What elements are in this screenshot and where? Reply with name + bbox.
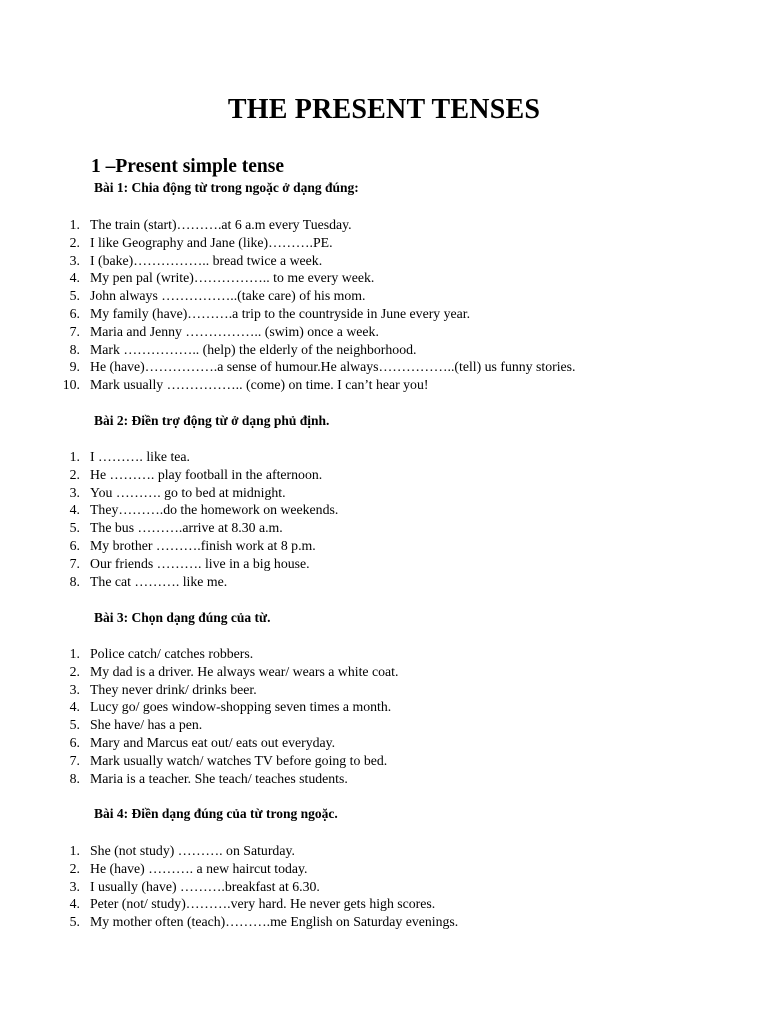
list-item [0,376,575,394]
list-item [0,770,398,788]
list-item [0,681,398,699]
item-number: 1. [69,217,80,232]
list-item [0,448,338,466]
item-number: 9. [69,359,80,375]
item-text: He ………. play football in the afternoon. [90,466,323,482]
item-text: I usually (have) ……….breakfast at 6.30. [90,878,320,894]
list-item [0,466,338,484]
list-item [0,269,575,287]
list-item [0,663,398,681]
item-number: 2. [69,466,80,482]
item-text: She (not study) ………. on Saturday. [90,843,295,858]
item-text: Peter (not/ study)……….very hard. He never gets high scores. [90,896,436,912]
item-text: I ………. like tea. [90,449,191,464]
exercise-1-heading: Bài 1: Chia động từ trong ngoặc ở dạng đúng: [94,180,359,195]
item-number: 5. [69,914,80,930]
item-number: 6. [69,305,80,321]
list-item [0,484,338,502]
exercise-2-list [0,448,338,590]
item-text: John always ……………..(take care) of his mom. [90,288,366,304]
item-number: 4. [69,699,80,715]
item-number: 5. [69,717,80,733]
list-item [0,573,338,591]
item-text: He (have)…………….a sense of humour.He always……………..(tell) us funny stories. [90,359,576,375]
item-text: He (have) ………. a new haircut today. [90,860,308,876]
item-text: Maria is a teacher. She teach/ teaches students. [90,770,348,786]
list-item [0,752,398,770]
item-number: 1. [69,449,80,464]
item-number: 4. [69,270,80,286]
item-number: 8. [69,770,80,786]
list-item [0,913,458,931]
item-number: 8. [69,573,80,589]
item-text: The bus ……….arrive at 8.30 a.m. [90,520,283,536]
document-title: THE PRESENT TENSES [227,94,541,125]
item-number: 3. [69,681,80,697]
item-number: 5. [69,520,80,536]
item-number: 7. [69,555,80,571]
item-number: 3. [69,484,80,500]
item-text: They……….do the homework on weekends. [90,502,339,518]
list-item [0,305,575,323]
section-title: 1 –Present simple tense [91,156,284,177]
item-text: Lucy go/ goes window-shopping seven times a month. [90,699,392,715]
item-text: I (bake)…………….. bread twice a week. [90,252,323,268]
item-number: 5. [69,288,80,304]
item-text: They never drink/ drinks beer. [90,681,257,697]
list-item [0,716,398,734]
item-number: 6. [69,537,80,553]
exercise-3-heading: Bài 3: Chọn dạng đúng của từ. [94,610,271,625]
item-number: 3. [69,252,80,268]
list-item [0,537,338,555]
item-number: 1. [69,646,80,661]
item-number: 2. [69,860,80,876]
exercise-1-list [0,216,575,394]
item-number: 7. [69,323,80,339]
item-text: Mark usually watch/ watches TV before going to bed. [90,752,388,768]
list-item [0,895,458,913]
item-text: My brother ……….finish work at 8 p.m. [90,537,316,553]
exercise-3-list [0,645,398,787]
list-item [0,323,575,341]
item-number: 4. [69,502,80,518]
item-number: 2. [69,663,80,679]
item-text: She have/ has a pen. [90,717,203,733]
item-number: 8. [69,341,80,357]
item-number: 3. [69,878,80,894]
item-text: Police catch/ catches robbers. [90,646,254,661]
item-number: 1. [69,843,80,858]
item-text: My dad is a driver. He always wear/ wears a white coat. [90,663,399,679]
list-item [0,645,398,663]
item-text: Mark …………….. (help) the elderly of the neighborhood. [90,341,417,357]
list-item [0,842,458,860]
item-text: I like Geography and Jane (like)……….PE. [90,234,333,250]
item-text: Our friends ………. live in a big house. [90,555,310,571]
list-item [0,287,575,305]
exercise-2-heading: Bài 2: Điền trợ động từ ở dạng phủ định. [94,413,330,428]
item-number: 10. [62,377,80,393]
item-text: Maria and Jenny …………….. (swim) once a week. [90,323,379,339]
item-text: Mary and Marcus eat out/ eats out everyday. [90,734,336,750]
item-number: 7. [69,752,80,768]
item-text: My mother often (teach)……….me English on Saturday evenings. [90,914,459,930]
list-item [0,252,575,270]
item-text: My family (have)……….a trip to the countryside in June every year. [90,305,471,321]
item-number: 4. [69,896,80,912]
item-number: 2. [69,234,80,250]
list-item [0,698,398,716]
item-text: My pen pal (write)…………….. to me every week. [90,270,375,286]
item-text: The cat ………. like me. [90,573,228,589]
list-item [0,501,338,519]
list-item [0,555,338,573]
exercise-4-list [0,842,458,931]
list-item [0,860,458,878]
list-item [0,734,398,752]
list-item [0,341,575,359]
item-text: Mark usually …………….. (come) on time. I can’t hear you! [90,377,429,393]
exercise-4-heading: Bài 4: Điền dạng đúng của từ trong ngoặc. [94,806,338,821]
item-number: 6. [69,734,80,750]
list-item [0,519,338,537]
item-text: You ………. go to bed at midnight. [90,484,286,500]
list-item [0,234,575,252]
item-text: The train (start)……….at 6 a.m every Tuesday. [90,217,352,232]
list-item [0,878,458,896]
list-item [0,358,575,376]
list-item [0,216,575,234]
